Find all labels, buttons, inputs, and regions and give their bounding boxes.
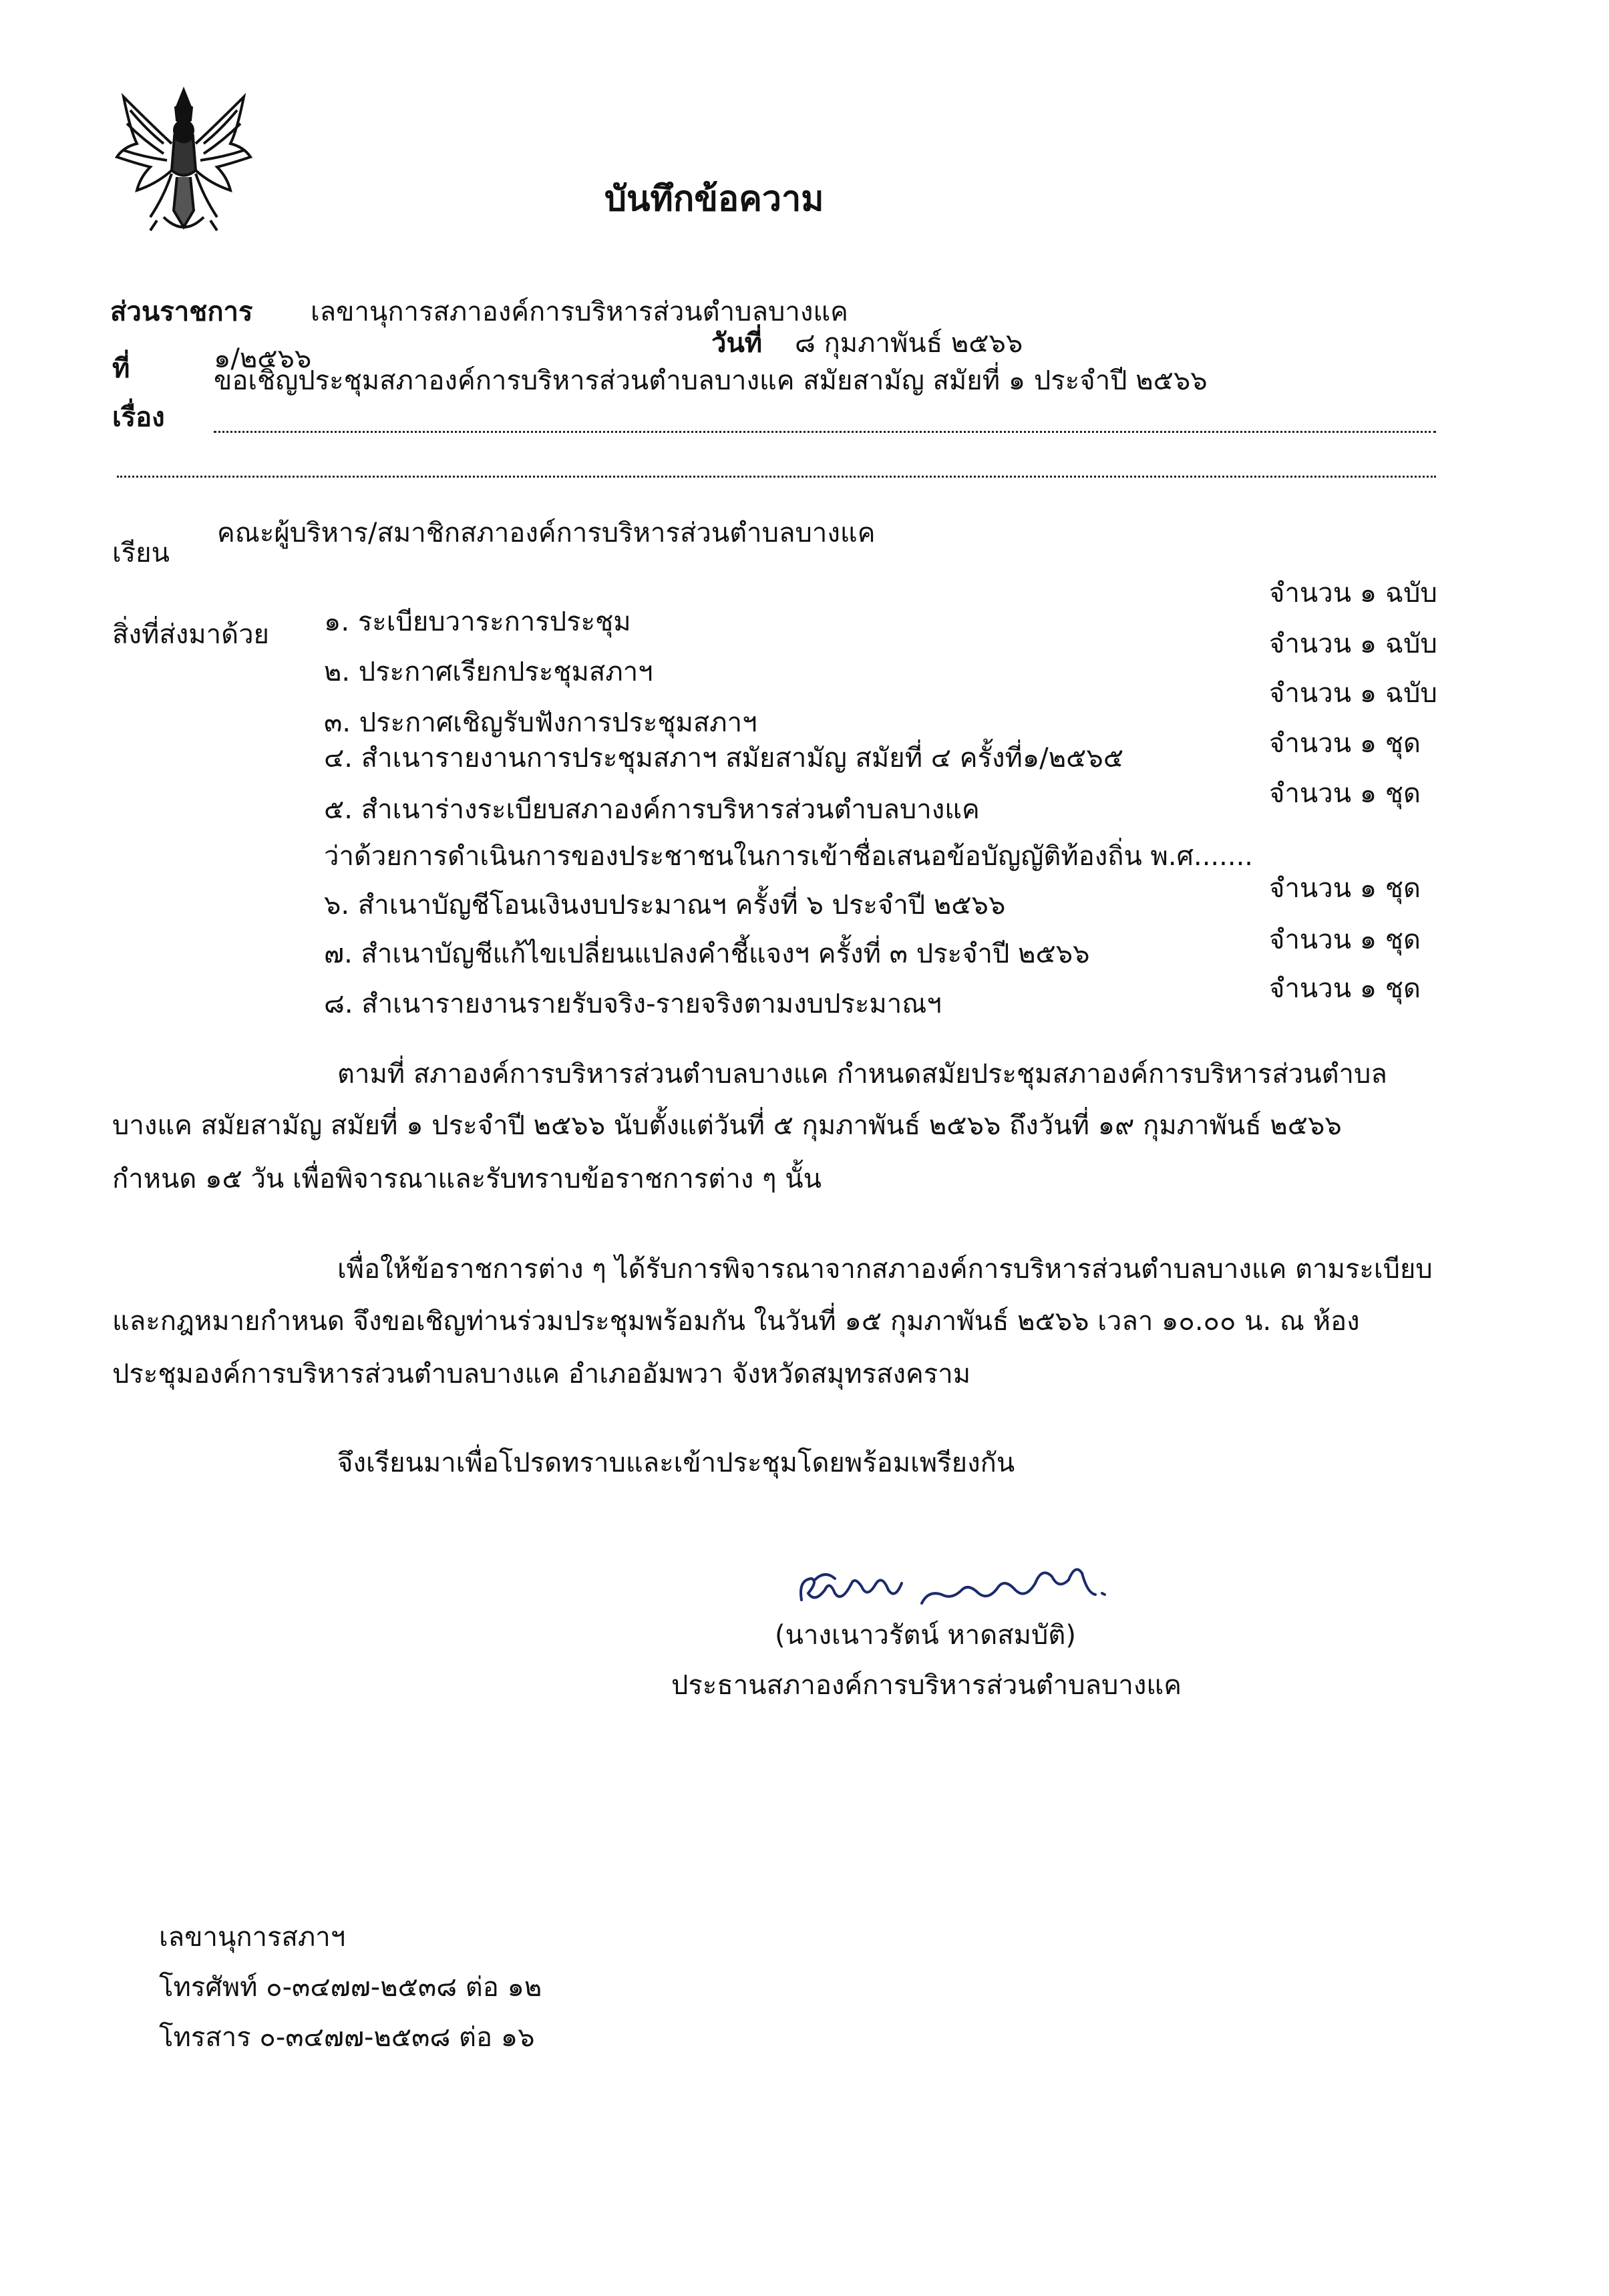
body-paragraph-1-line-2: บางแค สมัยสามัญ สมัยที่ ๑ ประจำปี ๒๕๖๖ นับตั้งแต่วันที่ ๕ กุมภาพันธ์ ๒๕๖๖ ถึงวันที่ ๑๙ กุมภาพันธ์ ๒๕๖๖ bbox=[112, 1110, 1342, 1141]
body-paragraph-1-line-1: ตามที่ สภาองค์การบริหารส่วนตำบลบางแค กำหนดสมัยประชุมสภาองค์การบริหารส่วนตำบล bbox=[337, 1059, 1387, 1090]
enclosure-item-3: ๓. ประกาศเชิญรับฟังการประชุมสภาฯ bbox=[324, 707, 757, 738]
recipient-label: เรียน bbox=[112, 538, 170, 568]
footer-phone: โทรศัพท์ ๐-๓๔๗๗-๒๕๓๘ ต่อ ๑๒ bbox=[159, 1972, 542, 2003]
enclosure-item-1: ๑. ระเบียบวาระการประชุม bbox=[324, 607, 631, 637]
garuda-emblem-icon bbox=[110, 84, 257, 237]
enclosure-qty-7: จำนวน ๑ ชุด bbox=[1269, 925, 1421, 955]
number-label: ที่ bbox=[112, 353, 130, 384]
enclosure-qty-5: จำนวน ๑ ชุด bbox=[1269, 778, 1421, 809]
signatory-name: (นางเนาวรัตน์ หาดสมบัติ) bbox=[775, 1620, 1076, 1651]
enclosure-item-5-cont: ว่าด้วยการดำเนินการของประชาชนในการเข้าชื่อเสนอข้อบัญญัติท้องถิ่น พ.ศ....... bbox=[324, 841, 1253, 872]
handwritten-signature bbox=[788, 1553, 1115, 1617]
agency-label: ส่วนราชการ bbox=[110, 297, 253, 327]
enclosure-qty-2: จำนวน ๑ ฉบับ bbox=[1269, 629, 1437, 659]
enclosure-qty-8: จำนวน ๑ ชุด bbox=[1269, 973, 1421, 1004]
body-paragraph-2-line-2: และกฎหมายกำหนด จึงขอเชิญท่านร่วมประชุมพร้อมกัน ในวันที่ ๑๕ กุมภาพันธ์ ๒๕๖๖ เวลา ๑๐.๐๐ น. ณ ห้อง bbox=[112, 1306, 1360, 1337]
body-paragraph-2-line-1: เพื่อให้ข้อราชการต่าง ๆ ได้รับการพิจารณาจากสภาองค์การบริหารส่วนตำบลบางแค ตามระเบียบ bbox=[337, 1254, 1433, 1285]
recipient-value: คณะผู้บริหาร/สมาชิกสภาองค์การบริหารส่วนตำบลบางแค bbox=[217, 518, 876, 548]
enclosure-qty-3: จำนวน ๑ ฉบับ bbox=[1269, 678, 1437, 709]
footer-office: เลขานุการสภาฯ bbox=[159, 1922, 346, 1953]
number-value: ๑/๒๕๖๖ bbox=[214, 343, 312, 374]
page-title: บันทึกข้อความ bbox=[604, 179, 824, 219]
enclosure-item-2: ๒. ประกาศเรียกประชุมสภาฯ bbox=[324, 657, 653, 687]
enclosure-item-5: ๕. สำเนาร่างระเบียบสภาองค์การบริหารส่วนตำบลบางแค bbox=[324, 794, 980, 825]
body-paragraph-1-line-3: กำหนด ๑๕ วัน เพื่อพิจารณาและรับทราบข้อราชการต่าง ๆ นั้น bbox=[112, 1164, 822, 1194]
closing-text: จึงเรียนมาเพื่อโปรดทราบและเข้าประชุมโดยพร้อมเพรียงกัน bbox=[337, 1448, 1015, 1478]
enclosure-item-8: ๘. สำเนารายงานรายรับจริง-รายจริงตามงบประมาณฯ bbox=[324, 989, 942, 1019]
enclosure-item-4: ๔. สำเนารายงานการประชุมสภาฯ สมัยสามัญ สมัยที่ ๔ ครั้งที่๑/๒๕๖๕ bbox=[324, 743, 1124, 774]
subject-dotted-line-1 bbox=[214, 431, 1436, 433]
enclosure-item-7: ๗. สำเนาบัญชีแก้ไขเปลี่ยนแปลงคำชี้แจงฯ ครั้งที่ ๓ ประจำปี ๒๕๖๖ bbox=[324, 939, 1090, 969]
footer-fax: โทรสาร ๐-๓๔๗๗-๒๕๓๘ ต่อ ๑๖ bbox=[159, 2022, 535, 2053]
enclosures-label: สิ่งที่ส่งมาด้วย bbox=[112, 619, 269, 650]
enclosure-item-6: ๖. สำเนาบัญชีโอนเงินงบประมาณฯ ครั้งที่ ๖ ประจำปี ๒๕๖๖ bbox=[324, 890, 1006, 921]
signatory-position: ประธานสภาองค์การบริหารส่วนตำบลบางแค bbox=[671, 1670, 1182, 1701]
body-paragraph-2-line-3: ประชุมองค์การบริหารส่วนตำบลบางแค อำเภออัมพวา จังหวัดสมุทรสงคราม bbox=[112, 1359, 971, 1389]
subject-label: เรื่อง bbox=[112, 402, 165, 433]
enclosure-qty-6: จำนวน ๑ ชุด bbox=[1269, 873, 1421, 904]
date-label: วันที่ bbox=[711, 328, 763, 359]
subject-value: ขอเชิญประชุมสภาองค์การบริหารส่วนตำบลบางแค สมัยสามัญ สมัยที่ ๑ ประจำปี ๒๕๖๖ bbox=[214, 365, 1208, 396]
agency-value: เลขานุการสภาองค์การบริหารส่วนตำบลบางแค bbox=[311, 297, 848, 327]
enclosure-qty-4: จำนวน ๑ ชุด bbox=[1269, 728, 1421, 759]
enclosure-qty-1: จำนวน ๑ ฉบับ bbox=[1269, 578, 1437, 609]
date-value: ๘ กุมภาพันธ์ ๒๕๖๖ bbox=[795, 328, 1023, 359]
subject-dotted-line-2 bbox=[117, 476, 1436, 478]
